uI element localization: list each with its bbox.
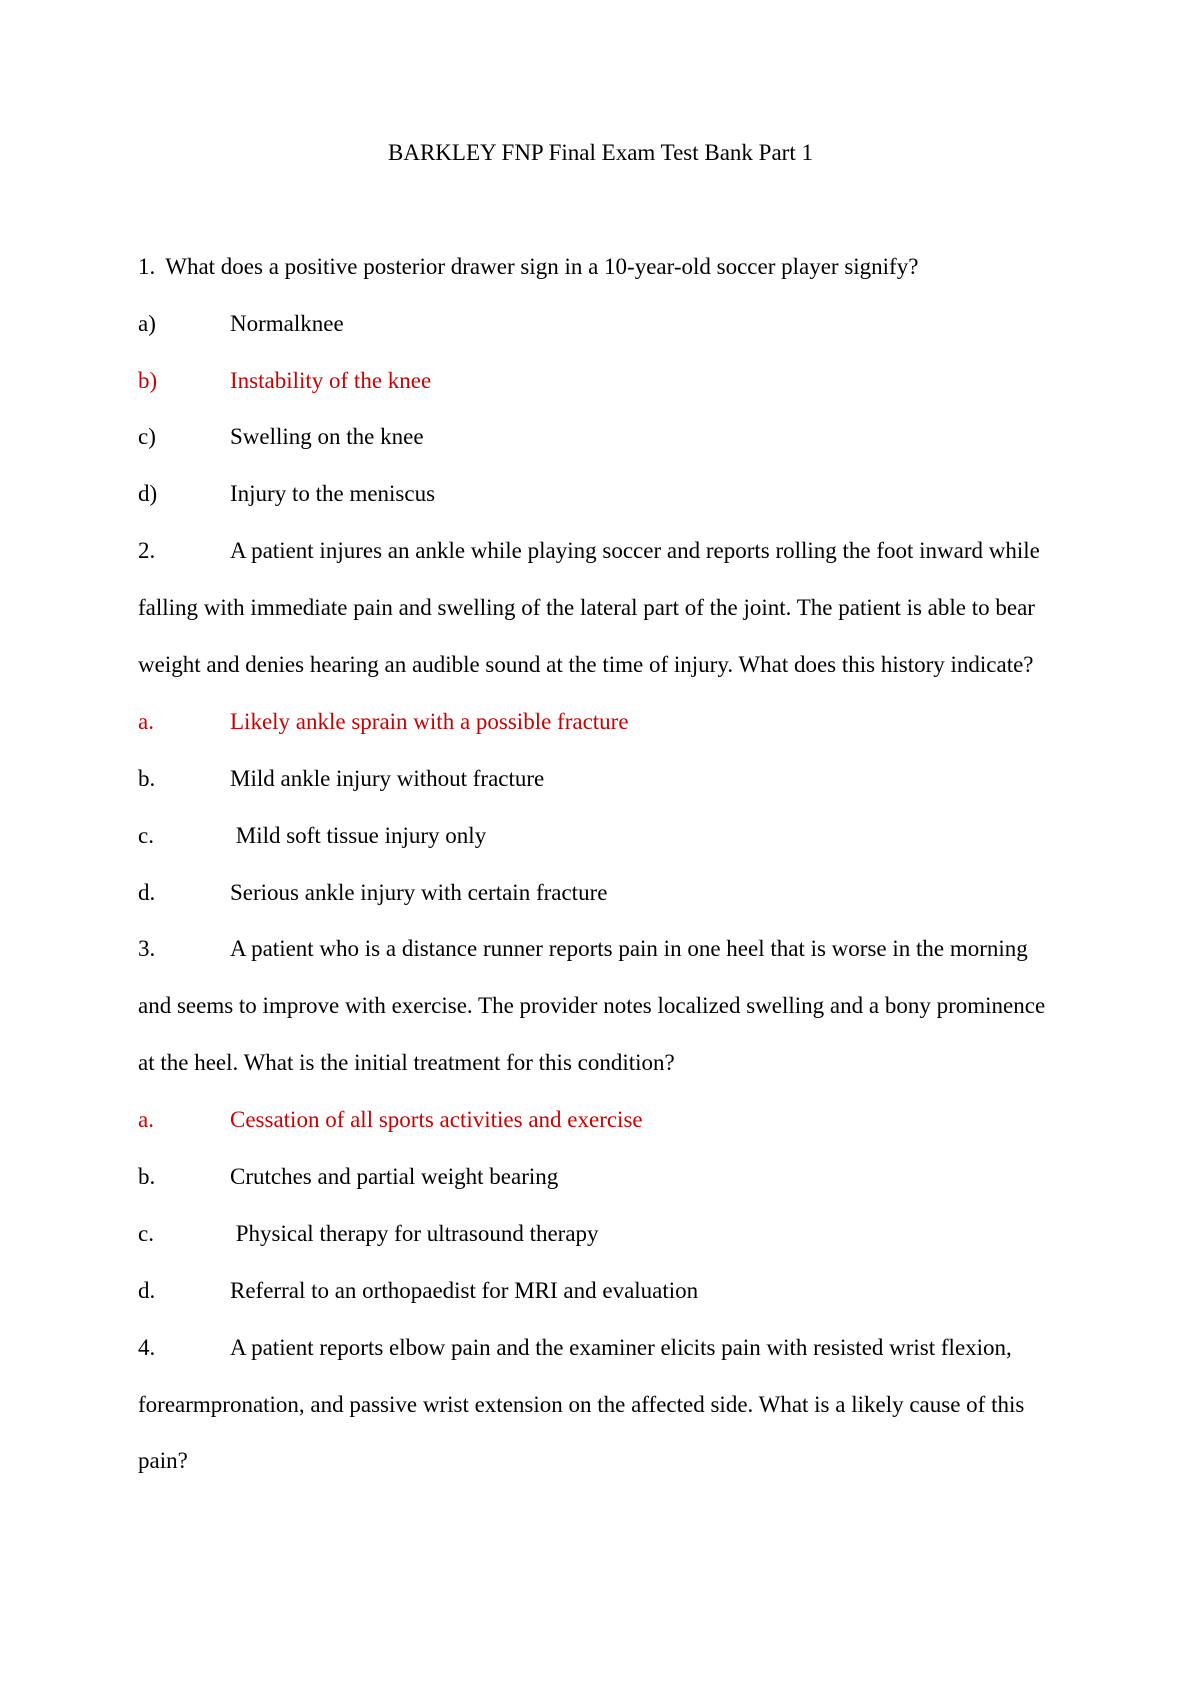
question-1-option-d [138, 466, 1063, 523]
option-text: Cessation of all sports activities and exercise [230, 1107, 643, 1133]
question-2-option-d [138, 865, 1063, 922]
option-letter: b) [138, 367, 158, 393]
option-letter: b. [138, 765, 156, 791]
question-2-stem-line-2: falling with immediate pain and swelling of the lateral part of the joint. The patient is able to bear [138, 595, 1035, 621]
option-letter: c) [138, 424, 156, 450]
blank-line [138, 182, 1063, 239]
option-text: Serious ankle injury with certain fracture [230, 879, 608, 905]
question-3-stem-text: A patient who is a distance runner reports pain in one heel that is worse in the morning [230, 936, 1028, 962]
question-3-option-b [138, 1149, 1063, 1206]
option-letter: c. [138, 822, 154, 848]
question-1-stem [138, 239, 1063, 296]
option-letter: d) [138, 481, 158, 507]
option-letter: a. [138, 708, 154, 734]
question-2-option-b [138, 751, 1063, 808]
question-1-option-a [138, 296, 1063, 353]
option-text: Injury to the meniscus [230, 481, 436, 507]
option-text: Swelling on the knee [230, 424, 424, 450]
question-2-number: 2. [138, 538, 156, 564]
question-3-option-a-correct [138, 1092, 1063, 1149]
option-text: Crutches and partial weight bearing [230, 1164, 559, 1190]
question-3-stem-line-3: at the heel. What is the initial treatment for this condition? [138, 1050, 675, 1076]
question-1-number: 1. [138, 253, 156, 279]
option-text: Likely ankle sprain with a possible fracture [230, 708, 629, 734]
question-2-stem-text: A patient injures an ankle while playing soccer and reports rolling the foot inward while [230, 538, 1040, 564]
option-text: Mild ankle injury without fracture [230, 765, 545, 791]
option-text: Instability of the knee [230, 367, 432, 393]
question-3-option-c [138, 1206, 1063, 1263]
question-4-stem-text: A patient reports elbow pain and the examiner elicits pain with resisted wrist flexion, [230, 1334, 1012, 1360]
option-letter: d. [138, 879, 156, 905]
question-3-option-d [138, 1263, 1063, 1320]
option-letter: a. [138, 1107, 154, 1133]
question-4-stem-line-3: pain? [138, 1448, 188, 1474]
question-1-option-c [138, 409, 1063, 466]
question-3-stem-line-2: and seems to improve with exercise. The provider notes localized swelling and a bony prominence [138, 993, 1046, 1019]
document-title: BARKLEY FNP Final Exam Test Bank Part 1 [388, 140, 813, 165]
question-2-stem-line-1 [138, 523, 1063, 580]
option-letter: a) [138, 310, 156, 336]
option-letter: b. [138, 1164, 156, 1190]
question-4-stem-line-2: forearmpronation, and passive wrist extension on the affected side. What is a likely cause of this [138, 1391, 1025, 1417]
option-letter: c. [138, 1220, 154, 1246]
question-1-stem-text: What does a positive posterior drawer sign in a 10-year-old soccer player signify? [165, 253, 919, 279]
question-4-number: 4. [138, 1334, 156, 1360]
option-text: Physical therapy for ultrasound therapy [230, 1220, 599, 1246]
question-4-stem-line-1 [138, 1320, 1063, 1377]
question-2-stem-line-3: weight and denies hearing an audible sound at the time of injury. What does this history indicate? [138, 652, 1034, 678]
option-text: Referral to an orthopaedist for MRI and evaluation [230, 1277, 699, 1303]
option-text: Mild soft tissue injury only [230, 822, 487, 848]
option-letter: d. [138, 1277, 156, 1303]
question-3-number: 3. [138, 936, 156, 962]
option-text: Normalknee [230, 310, 344, 336]
question-3-stem-line-1 [138, 921, 1063, 978]
question-2-option-a-correct [138, 694, 1063, 751]
question-2-option-c [138, 808, 1063, 865]
question-1-option-b-correct [138, 353, 1063, 410]
